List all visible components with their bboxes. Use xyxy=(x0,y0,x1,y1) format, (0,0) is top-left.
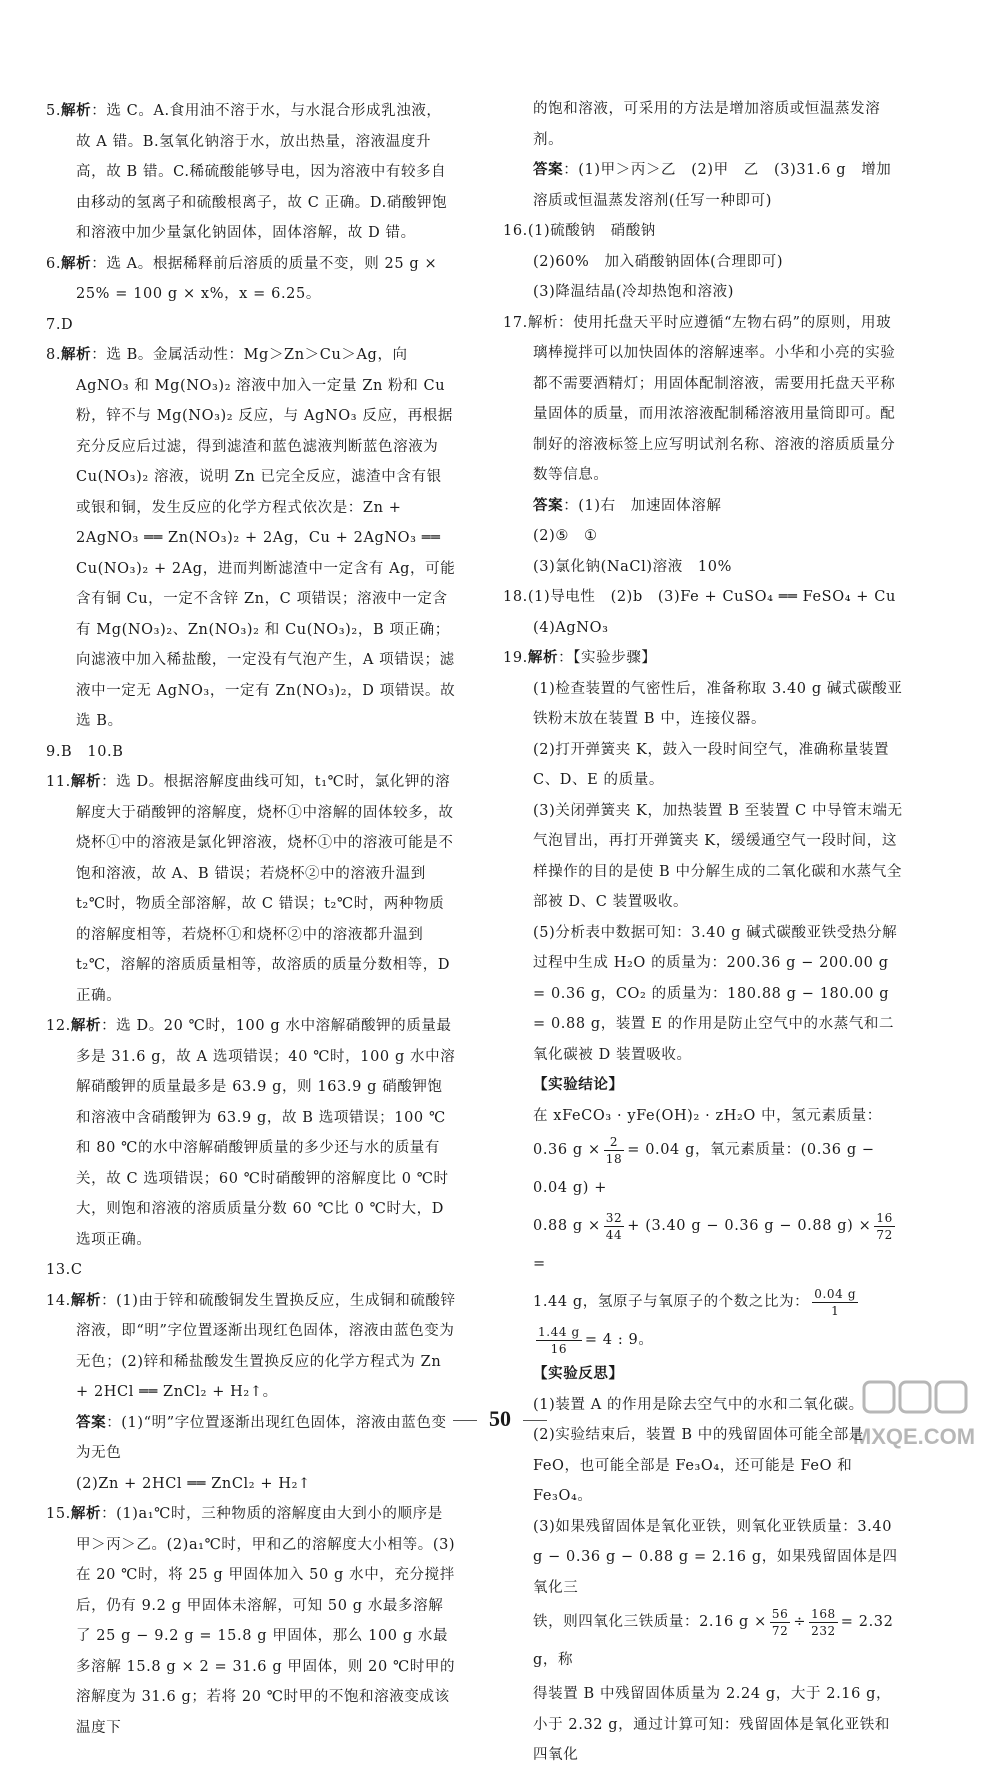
watermark-logo xyxy=(834,1378,994,1453)
answer-item-6: 6.解析：选 A。根据稀释前后溶质的质量不变，则 25 g × 25% = 100 g × x%，x = 6.25。 xyxy=(46,254,438,302)
fraction-oxygen: $\frac{1.44 g}{16}$ xyxy=(538,1324,580,1356)
fraction-56-72: $\frac{56}{72}$ xyxy=(771,1606,789,1638)
right-column xyxy=(503,0,903,1771)
reflection-3a: (3)如果残留固体是氧化亚铁，则氧化亚铁质量：3.40 g − 0.36 g − 0.88 g = 2.16 g，如果残留固体是四氧化三 xyxy=(533,1518,898,1596)
answer-item-12: 12.解析：选 D。20 ℃时，100 g 水中溶解硝酸钾的质量最多是 31.6 g，故 A 选项错误；40 ℃时，100 g 水中溶解硝酸钾的质量最多是 63.9 g，则 163.9 g 硝酸钾饱和溶液中含硝酸钾为 63.9 g，故 B 选项错误；100 ℃和 80 ℃的水中溶解硝酸钾质量的多少还与水的质量有关，故 C 选项错误；60 ℃时硝酸钾的溶解度比 0 ℃时大，则饱和溶液的溶质质量分数 60 ℃比 0 ℃时大，D 选项正确。 xyxy=(46,1017,456,1248)
conclusion-line-3: 0.88 g × $\frac{32}{44}$ + (3.40 g − 0.36 g − 0.88 g) × $\frac{16}{72}$ = xyxy=(533,1210,893,1272)
answer-item-9-10: 9.B 10.B xyxy=(46,743,124,760)
answer-item-13: 13.C xyxy=(46,1262,83,1278)
answer-item-15: 15.解析：(1)a₁℃时，三种物质的溶解度由大到小的顺序是甲＞丙＞乙。(2)a₁℃时，甲和乙的溶解度大小相等。(3)在 20 ℃时，将 25 g 甲固体加入 50 g 水中，充分搅拌后，仍有 9.2 g 甲固体未溶解，可知 50 g 水最多溶解了 25 g − 9.2 g = 15.8 g 甲固体，那么 100 g 水最多溶解 15.8 g × 2 = 31.6 g 甲固体，则 20 ℃时甲的溶解度为 31.6 g；若将 20 ℃时甲的不饱和溶液变成该温度下 xyxy=(46,1505,456,1736)
fraction-hydrogen: $\frac{0.04 g}{1}$ xyxy=(814,1286,857,1318)
reflection-3b: 铁，则四氧化三铁质量：2.16 g × $\frac{56}{72}$ ÷ $\frac{168}{232}$ = 2.32 g，称 xyxy=(533,1606,894,1668)
answer-15-result: 答案：(1)甲＞丙＞乙 (2)甲 乙 (3)31.6 g 增加溶质或恒温蒸发溶剂(任写一种即可) xyxy=(533,161,892,209)
answer-item-8: 8.解析：选 B。金属活动性：Mg＞Zn＞Cu＞Ag，向 AgNO₃ 和 Mg(NO₃)₂ 溶液中加入一定量 Zn 粉和 Cu 粉，锌不与 Mg(NO₃)₂ 反应，与 AgNO₃ 反应，再根据充分反应后过滤，得到滤渣和蓝色滤液判断蓝色溶液为 Cu(NO₃)₂ 溶液，说明 Zn 已完全反应，滤渣中含有银或银和铜，发生反应的化学方程式依次是：Zn + 2AgNO₃ ══ Zn(NO₃)₂ + 2Ag，Cu + 2AgNO₃ ══ Cu(NO₃)₂ + 2Ag，进而判断滤渣中一定含有 Ag，可能含有铜 Cu，一定不含锌 Zn，C 项错误；溶液中一定含有 Mg(NO₃)₂、Zn(NO₃)₂ 和 Cu(NO₃)₂，B 项正确；向滤液中加入稀盐酸，一定没有气泡产生，A 项错误；滤液中一定无 AgNO₃，一定有 Zn(NO₃)₂，D 项错误。故选 B。 xyxy=(46,346,456,729)
conclusion-line-2: 0.36 g × $\frac{2}{18}$ = 0.04 g，氧元素质量：(0.36 g − 0.04 g) + xyxy=(533,1134,875,1196)
answer-item-18: 18.(1)导电性 (2)b (3)Fe + CuSO₄ ══ FeSO₄ + Cu xyxy=(503,589,896,605)
svg-text:MXQE.COM: MXQE.COM xyxy=(852,1424,976,1449)
answer-item-19: 19.解析：【实验步骤】 xyxy=(503,649,657,666)
answer-14-equation: (2)Zn + 2HCl ══ ZnCl₂ + H₂↑ xyxy=(76,1475,311,1492)
footer-dash-right xyxy=(523,1420,547,1421)
step-2: (2)打开弹簧夹 K，鼓入一段时间空气，准确称量装置 C、D、E 的质量。 xyxy=(533,741,890,788)
answer-16-part2: (2)60% 加入硝酸钠固体(合理即可) xyxy=(533,253,784,270)
answer-14-result: 答案：(1)“明”字位置逐渐出现红色固体，溶液由蓝色变为无色 xyxy=(76,1413,447,1461)
fraction-2-18: $\frac{2}{18}$ xyxy=(605,1134,623,1166)
answer-17-part3: (3)氯化钠(NaCl)溶液 10% xyxy=(533,558,732,575)
answer-17-result: 答案：(1)右 加速固体溶解 xyxy=(533,496,722,514)
answer-18-part4: (4)AgNO₃ xyxy=(533,619,609,636)
answer-item-16: 16.(1)硫酸钠 硝酸钠 xyxy=(503,223,656,239)
answer-item-17: 17.解析：使用托盘天平时应遵循“左物右码”的原则，用玻璃棒搅拌可以加快固体的溶解速率。小华和小亮的实验都不需要酒精灯；用固体配制溶液，需要用托盘天平称量固体的质量，而用浓溶液配制稀溶液用量筒即可。配制好的溶液标签上应写明试剂名称、溶液的溶质质量分数等信息。 xyxy=(503,314,896,483)
reflection-heading: 【实验反思】 xyxy=(533,1365,624,1382)
answer-item-11: 11.解析：选 D。根据溶解度曲线可知，t₁℃时，氯化钾的溶解度大于硝酸钾的溶解度，烧杯①中溶解的固体较多，故烧杯①中的溶液是氯化钾溶液，烧杯①中的溶液可能是不饱和溶液，故 A、B 错误；若烧杯②中的溶液升温到 t₂℃时，物质全部溶解，故 C 错误；t₂℃时，两种物质的溶解度相等，若烧杯①和烧杯②中的溶液都升温到 t₂℃，溶解的溶质质量相等，故溶质的质量分数相等，D 正确。 xyxy=(46,773,454,1004)
conclusion-line-4: 1.44 g，氢原子与氧原子的个数之比为： $\frac{0.04 g}{1}$ xyxy=(533,1286,857,1318)
reflection-3c: 得装置 B 中残留固体质量为 2.24 g，大于 2.16 g，小于 2.32 g，通过计算可知：残留固体是氧化亚铁和四氧化 xyxy=(533,1686,892,1763)
step-5: (5)分析表中数据可知：3.40 g 碱式碳酸亚铁受热分解过程中生成 H₂O 的质量为：200.36 g − 200.00 g = 0.36 g，CO₂ 的质量为：180.88 g − 180.00 g = 0.88 g，装置 E 的作用是防止空气中的水蒸气和二氧化碳被 D 装置吸收。 xyxy=(533,924,898,1063)
step-3: (3)关闭弹簧夹 K，加热装置 B 至装置 C 中导管末端无气泡冒出，再打开弹簧夹 K，缓缓通空气一段时间，这样操作的目的是使 B 中分解生成的二氧化碳和水蒸气全部被 D、C 装置吸收。 xyxy=(533,802,903,910)
answer-item-7: 7.D xyxy=(46,316,74,333)
footer-dash-left xyxy=(453,1420,477,1421)
answer-item-14: 14.解析：(1)由于锌和硫酸铜发生置换反应，生成铜和硫酸锌溶液，即“明”字位置逐渐出现红色固体，溶液由蓝色变为无色；(2)锌和稀盐酸发生置换反应的化学方程式为 Zn + 2HCl ══ ZnCl₂ + H₂↑。 xyxy=(46,1291,456,1400)
reflection-1: (1)装置 A 的作用是除去空气中的水和二氧化碳。 xyxy=(533,1396,864,1413)
answer-item-5: 5.解析：选 C。A.食用油不溶于水，与水混合形成乳浊液，故 A 错。B.氢氧化钠溶于水，放出热量，溶液温度升高，故 B 错。C.稀硫酸能够导电，因为溶液中有较多自由移动的氢离子和硫酸根离子，故 C 正确。D.硝酸钾饱和溶液中加少量氯化钠固体，固体溶解，故 D 错。 xyxy=(46,102,448,241)
page-number: 50 xyxy=(489,1406,511,1431)
left-column xyxy=(46,96,456,1743)
answer-15-continued: 的饱和溶液，可采用的方法是增加溶质或恒温蒸发溶剂。 xyxy=(533,101,881,148)
fraction-16-72: $\frac{16}{72}$ xyxy=(876,1210,893,1242)
fraction-168-232: $\frac{168}{232}$ xyxy=(811,1606,836,1638)
conclusion-line-1: 在 xFeCO₃ · yFe(OH)₂ · zH₂O 中，氢元素质量： xyxy=(533,1107,882,1124)
answer-16-part3: (3)降温结晶(冷却热饱和溶液) xyxy=(533,284,734,300)
fraction-32-44: $\frac{32}{44}$ xyxy=(605,1210,623,1242)
conclusion-line-5: $\frac{1.44 g}{16}$ = 4 : 9。 xyxy=(538,1324,654,1356)
conclusion-heading: 【实验结论】 xyxy=(533,1076,624,1093)
step-1: (1)检查装置的气密性后，准备称取 3.40 g 碱式碳酸亚铁粉末放在装置 B 中，连接仪器。 xyxy=(533,680,903,727)
reflection-2: (2)实验结束后，装置 B 中的残留固体可能全部是 FeO，也可能全部是 Fe₃O₄，还可能是 FeO 和 Fe₃O₄。 xyxy=(533,1427,864,1504)
answer-17-part2: (2)⑤ ① xyxy=(533,528,598,544)
